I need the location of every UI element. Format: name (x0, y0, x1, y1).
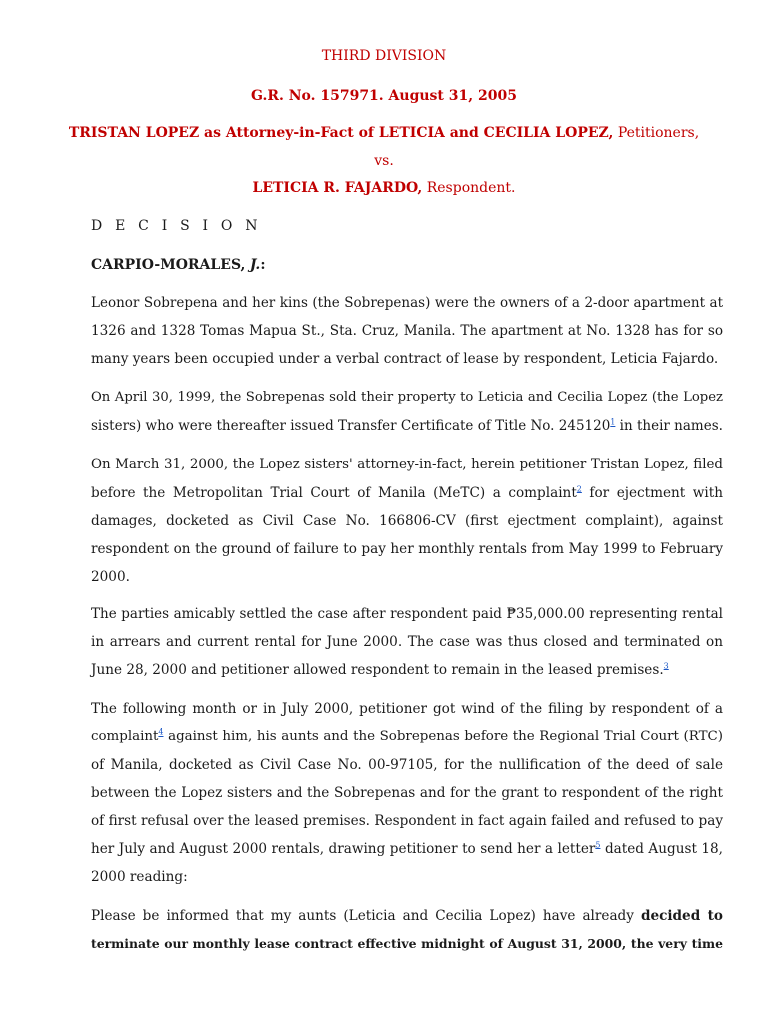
text-line: of first refusal over the leased premises. Respondent in fact again failed and refused to pay (91, 813, 723, 829)
text-segment: complaint (91, 729, 159, 744)
text-line: damages, docketed as Civil Case No. 166806-CV (first ejectment complaint), against (91, 513, 723, 529)
bold-text-segment: decided to (640, 908, 723, 924)
text-segment: dated August 18, (600, 841, 723, 857)
petitioners-role: Petitioners, (617, 125, 700, 141)
text-line: 1326 and 1328 Tomas Mapua St., Sta. Cruz, Manila. The apartment at No. 1328 has for so (91, 323, 723, 339)
versus-label: vs. (374, 153, 394, 169)
decision-title: D E C I S I O N (91, 218, 262, 234)
text-line: 2000 reading: (91, 869, 188, 885)
text-segment: before the Metropolitan Trial Court of Manila (MeTC) a complaint (91, 485, 577, 501)
petitioners-name: TRISTAN LOPEZ as Attorney-in-Fact of LETICIA and CECILIA LOPEZ, (68, 125, 614, 141)
text-segment: Please be informed that my aunts (Leticia and Cecilia Lopez) have already (91, 908, 641, 924)
ponente-colon: : (260, 257, 266, 273)
paragraph-6 (91, 902, 723, 958)
text-line (91, 479, 723, 507)
text-line (91, 835, 723, 863)
text-line: On April 30, 1999, the Sobrepenas sold their property to Leticia and Cecilia Lopez (the Lopez (91, 390, 723, 405)
text-line (91, 723, 723, 751)
text-line (91, 412, 723, 440)
ponente-title: J. (249, 257, 261, 273)
text-line: of Manila, docketed as Civil Case No. 00-97105, for the nullification of the deed of sale (91, 757, 723, 773)
text-line: The parties amicably settled the case after respondent paid ₱35,000.00 representing rental (91, 606, 723, 622)
text-segment: against him, his aunts and the Sobrepenas before the Regional Trial Court (RTC) (163, 729, 723, 744)
text-line: in arrears and current rental for June 2000. The case was thus closed and terminated on (91, 634, 723, 650)
footnote-link[interactable]: 5 (595, 840, 601, 850)
paragraph-5 (91, 695, 723, 891)
petitioners-line (0, 123, 768, 143)
text-line (91, 656, 723, 684)
paragraph-3 (91, 451, 723, 591)
case-number: G.R. No. 157971. August 31, 2005 (251, 88, 517, 104)
text-line: terminate our monthly lease contract effective midnight of August 31, 2000, the very time (91, 936, 723, 951)
text-line: respondent on the ground of failure to pay her monthly rentals from May 1999 to February (91, 541, 723, 557)
paragraph-2 (91, 384, 723, 440)
footnote-ref-3[interactable] (664, 661, 669, 670)
paragraph-4 (91, 600, 723, 684)
footnote-link[interactable]: 2 (576, 484, 582, 494)
division-heading: THIRD DIVISION (321, 48, 447, 64)
footnote-link[interactable]: 4 (158, 727, 164, 737)
text-segment: sisters) who were thereafter issued Transfer Certificate of Title No. 245120 (91, 418, 611, 434)
paragraph-1 (91, 289, 723, 373)
text-segment: her July and August 2000 rentals, drawing petitioner to send her a letter (91, 841, 596, 857)
text-line: On March 31, 2000, the Lopez sisters' attorney-in-fact, herein petitioner Tristan Lopez, filed (91, 457, 723, 472)
text-line: The following month or in July 2000, petitioner got wind of the filing by respondent of a (91, 701, 723, 717)
text-line: 2000. (91, 569, 130, 585)
text-line: between the Lopez sisters and the Sobrepenas and for the grant to respondent of the right (91, 785, 723, 801)
footnote-link[interactable]: 1 (610, 417, 616, 427)
text-line: Leonor Sobrepena and her kins (the Sobrepenas) were the owners of a 2-door apartment at (91, 295, 723, 311)
respondent-role: Respondent. (426, 180, 516, 196)
text-segment: in their names. (615, 418, 723, 434)
respondent-name: LETICIA R. FAJARDO, (252, 180, 423, 196)
footnote-link[interactable]: 3 (663, 661, 669, 671)
text-segment: for ejectment with (581, 485, 723, 501)
ponente-name: CARPIO-MORALES, (91, 257, 246, 273)
respondent-line (0, 178, 768, 198)
text-segment: June 28, 2000 and petitioner allowed respondent to remain in the leased premises. (91, 662, 664, 678)
text-line: many years been occupied under a verbal contract of lease by respondent, Leticia Fajardo. (91, 351, 719, 367)
ponente (91, 255, 265, 275)
text-line (91, 902, 723, 930)
